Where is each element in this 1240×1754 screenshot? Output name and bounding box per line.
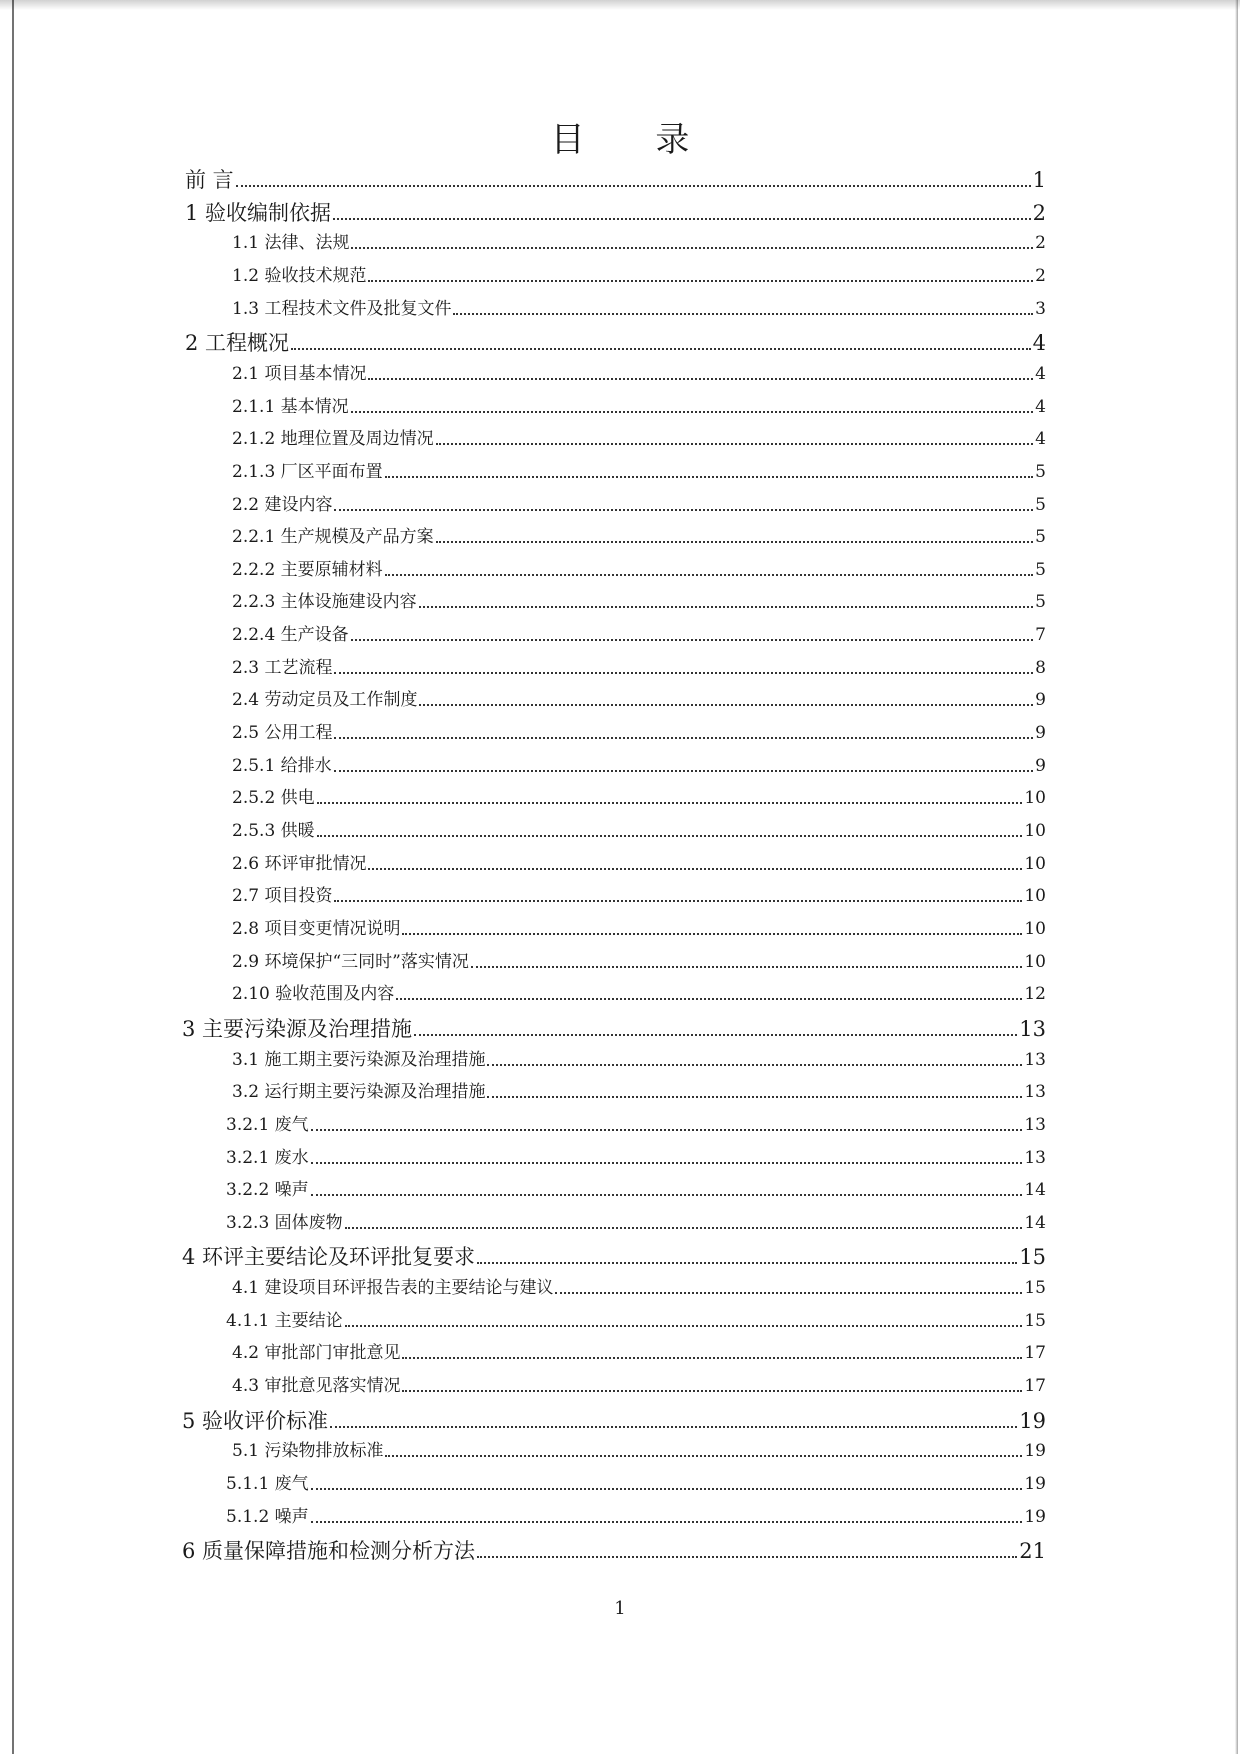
toc-entry-label: 3.2.2 噪声	[226, 1180, 309, 1201]
toc-entry-label: 2.2.2 主要原辅材料	[232, 559, 383, 580]
toc-dot-leader	[334, 900, 1022, 902]
toc-dot-leader	[334, 737, 1033, 739]
toc-entry[interactable]	[185, 197, 1046, 227]
toc-entry[interactable]	[232, 556, 1046, 582]
toc-entry-label: 前 言	[185, 168, 234, 192]
toc-entry[interactable]	[232, 752, 1046, 778]
toc-entry-label: 2.10 验收范围及内容	[232, 984, 395, 1005]
toc-entry-label: 4 环评主要结论及环评批复要求	[182, 1245, 476, 1270]
toc-entry-page: 7	[1035, 625, 1046, 646]
toc-dot-leader	[317, 835, 1023, 837]
toc-entry-page: 5	[1035, 494, 1046, 515]
toc-dot-leader	[351, 247, 1033, 249]
toc-entry-label: 2.6 环评审批情况	[232, 853, 367, 874]
toc-dot-leader	[487, 1096, 1022, 1098]
toc-entry[interactable]	[232, 1046, 1046, 1072]
toc-dot-leader	[453, 313, 1033, 315]
toc-entry[interactable]	[232, 1372, 1046, 1398]
toc-entry-page: 4	[1035, 429, 1046, 450]
toc-dot-leader	[291, 348, 1031, 350]
toc-dot-leader	[311, 1488, 1023, 1490]
toc-dot-leader	[351, 639, 1034, 641]
toc-dot-leader	[419, 606, 1034, 608]
toc-entry[interactable]	[232, 980, 1046, 1006]
toc-entry-label: 4.2 审批部门审批意见	[232, 1343, 401, 1364]
toc-dot-leader	[351, 411, 1034, 413]
toc-entry[interactable]	[232, 948, 1046, 974]
toc-entry-page: 5	[1035, 461, 1046, 482]
toc-entry-page: 13	[1024, 1049, 1046, 1070]
toc-entry-page: 4	[1035, 363, 1046, 384]
toc-dot-leader	[330, 1426, 1017, 1428]
toc-entry-page: 14	[1024, 1212, 1046, 1233]
toc-entry-label: 2.5.3 供暖	[232, 821, 315, 841]
toc-entry[interactable]	[232, 784, 1046, 810]
toc-entry-page: 2	[1032, 200, 1046, 225]
toc-entry-page: 10	[1024, 853, 1046, 874]
toc-entry[interactable]	[232, 360, 1046, 386]
toc-entry-page: 10	[1024, 886, 1046, 907]
toc-entry[interactable]	[182, 1013, 1046, 1043]
toc-dot-leader	[345, 1325, 1023, 1327]
toc-dot-leader	[311, 1521, 1023, 1523]
toc-entry-label: 3.2.3 固体废物	[226, 1212, 343, 1233]
toc-entry[interactable]	[232, 915, 1046, 941]
toc-entry-label: 3.2.1 废气	[226, 1114, 309, 1135]
toc-entry-page: 4	[1035, 396, 1046, 417]
toc-entry-page: 5	[1035, 592, 1046, 613]
toc-entry-page: 19	[1024, 1474, 1046, 1494]
toc-entry[interactable]	[232, 686, 1046, 712]
toc-entry-page: 19	[1024, 1441, 1046, 1462]
toc-dot-leader	[436, 541, 1034, 543]
toc-entry-label: 2.5.1 给排水	[232, 755, 332, 776]
toc-dot-leader	[345, 1227, 1023, 1229]
toc-entry-page: 2	[1035, 265, 1046, 286]
toc-dot-leader	[414, 1034, 1017, 1036]
toc-entry-page: 5	[1035, 559, 1046, 580]
toc-entry-page: 9	[1035, 690, 1046, 711]
toc-entry-page: 17	[1024, 1343, 1046, 1364]
toc-dot-leader	[311, 1162, 1023, 1164]
toc-entry-label: 2.7 项目投资	[232, 886, 333, 907]
toc-entry[interactable]	[232, 295, 1046, 321]
toc-entry[interactable]	[232, 393, 1046, 419]
toc-entry[interactable]	[232, 850, 1046, 876]
toc-entry-label: 3.1 施工期主要污染源及治理措施	[232, 1049, 486, 1070]
toc-entry[interactable]	[182, 1405, 1046, 1435]
toc-dot-leader	[385, 574, 1034, 576]
toc-entry-page: 10	[1024, 788, 1046, 809]
scan-right-edge	[1235, 0, 1238, 1754]
toc-dot-leader	[436, 443, 1034, 445]
toc-entry-label: 4.1 建设项目环评报告表的主要结论与建议	[232, 1278, 554, 1299]
toc-dot-leader	[402, 1357, 1022, 1359]
toc-entry-label: 5.1.2 噪声	[226, 1506, 309, 1527]
scan-top-shadow	[0, 0, 1240, 10]
toc-entry-label: 2.9 环境保护“三同时”落实情况	[232, 951, 469, 972]
toc-entry-label: 2.5 公用工程	[232, 723, 333, 744]
toc-entry[interactable]	[182, 1535, 1046, 1565]
toc-entry-page: 1	[1032, 168, 1046, 192]
scan-left-edge	[12, 0, 14, 1754]
toc-entry[interactable]	[232, 1274, 1046, 1300]
toc-entry-label: 1.1 法律、法规	[232, 233, 350, 254]
toc-entry-label: 5.1 污染物排放标准	[232, 1441, 384, 1462]
toc-dot-leader	[236, 185, 1031, 187]
toc-entry[interactable]	[232, 458, 1046, 484]
toc-entry[interactable]	[185, 327, 1046, 357]
toc-dot-leader	[402, 1390, 1022, 1392]
toc-dot-leader	[477, 1262, 1017, 1264]
toc-entry-page: 21	[1019, 1539, 1046, 1564]
toc-entry-page: 3	[1035, 298, 1046, 319]
toc-entry-label: 2.8 项目变更情况说明	[232, 918, 401, 939]
toc-entry[interactable]	[232, 719, 1046, 745]
toc-entry[interactable]	[226, 1111, 1046, 1137]
toc-dot-leader	[334, 509, 1033, 511]
toc-entry-label: 2.2 建设内容	[232, 494, 333, 515]
toc-dot-leader	[317, 802, 1023, 804]
toc-entry-label: 6 质量保障措施和检测分析方法	[182, 1539, 476, 1564]
toc-entry-page: 9	[1035, 755, 1046, 776]
toc-entry-page: 13	[1024, 1114, 1046, 1135]
toc-dot-leader	[385, 476, 1034, 478]
toc-dot-leader	[419, 704, 1033, 706]
toc-entry[interactable]	[226, 1470, 1046, 1496]
toc-dot-leader	[385, 1455, 1022, 1457]
toc-entry-label: 4.3 审批意见落实情况	[232, 1376, 401, 1397]
toc-entry-label: 2.3 工艺流程	[232, 657, 333, 678]
toc-entry[interactable]	[232, 425, 1046, 451]
toc-entry[interactable]	[226, 1176, 1046, 1202]
toc-entry-label: 5.1.1 废气	[226, 1474, 309, 1494]
toc-dot-leader	[402, 933, 1022, 935]
toc-entry[interactable]	[232, 262, 1046, 288]
toc-dot-leader	[368, 280, 1033, 282]
toc-entry-page: 2	[1035, 233, 1046, 254]
toc-entry-page: 8	[1035, 657, 1046, 678]
toc-entry-label: 2.2.4 生产设备	[232, 625, 349, 646]
toc-dot-leader	[334, 672, 1033, 674]
toc-entry[interactable]	[226, 1209, 1046, 1235]
toc-entry[interactable]	[232, 588, 1046, 614]
toc-entry-page: 15	[1019, 1245, 1046, 1270]
toc-dot-leader	[311, 1129, 1023, 1131]
toc-dot-leader	[368, 868, 1022, 870]
toc-entry-page: 14	[1024, 1180, 1046, 1201]
toc-entry-label: 2.1 项目基本情况	[232, 363, 367, 384]
toc-entry-page: 12	[1024, 984, 1046, 1005]
toc-entry-label: 3.2.1 废水	[226, 1147, 309, 1168]
toc-dot-leader	[396, 998, 1022, 1000]
toc-dot-leader	[555, 1292, 1022, 1294]
toc-entry[interactable]	[232, 229, 1046, 255]
toc-entry-label: 1.2 验收技术规范	[232, 265, 367, 286]
page-number: 1	[614, 1598, 626, 1619]
toc-entry-label: 3 主要污染源及治理措施	[182, 1016, 413, 1041]
toc-dot-leader	[368, 378, 1033, 380]
toc-dot-leader	[471, 966, 1023, 968]
toc-entry[interactable]	[232, 654, 1046, 680]
toc-entry-page: 17	[1024, 1376, 1046, 1397]
toc-entry-label: 2.5.2 供电	[232, 788, 315, 809]
toc-entry[interactable]	[185, 164, 1046, 194]
toc-entry-label: 2.4 劳动定员及工作制度	[232, 690, 418, 711]
toc-entry-page: 4	[1032, 331, 1046, 356]
toc-entry-page: 10	[1024, 918, 1046, 939]
toc-entry-label: 2 工程概况	[185, 331, 290, 356]
toc-entry-page: 5	[1035, 527, 1046, 548]
toc-entry-page: 15	[1024, 1278, 1046, 1299]
toc-entry-page: 10	[1024, 821, 1046, 841]
toc-entry-label: 2.1.1 基本情况	[232, 396, 349, 417]
toc-entry-label: 5 验收评价标准	[182, 1408, 329, 1433]
toc-entry-page: 19	[1019, 1408, 1046, 1433]
toc-dot-leader	[334, 770, 1034, 772]
toc-entry[interactable]	[226, 1307, 1046, 1333]
toc-dot-leader	[333, 218, 1031, 220]
toc-entry[interactable]	[226, 1503, 1046, 1529]
toc-entry[interactable]	[232, 1437, 1046, 1463]
toc-dot-leader	[477, 1556, 1017, 1558]
toc-entry-page: 19	[1024, 1506, 1046, 1527]
toc-entry-label: 2.2.1 生产规模及产品方案	[232, 527, 434, 548]
toc-entry[interactable]	[232, 523, 1046, 549]
toc-entry-page: 15	[1024, 1310, 1046, 1331]
toc-entry[interactable]	[232, 882, 1046, 908]
toc-entry-label: 4.1.1 主要结论	[226, 1310, 343, 1331]
toc-entry[interactable]	[182, 1241, 1046, 1271]
toc-entry[interactable]	[232, 1339, 1046, 1365]
toc-entry-label: 2.2.3 主体设施建设内容	[232, 592, 417, 613]
toc-entry[interactable]	[232, 1078, 1046, 1104]
toc-entry[interactable]	[232, 621, 1046, 647]
toc-entry[interactable]	[226, 1144, 1046, 1170]
toc-entry[interactable]	[232, 817, 1046, 843]
toc-entry-page: 10	[1024, 951, 1046, 972]
toc-entry-label: 1.3 工程技术文件及批复文件	[232, 298, 452, 319]
toc-entry-label: 1 验收编制依据	[185, 200, 332, 225]
toc-entry[interactable]	[232, 491, 1046, 517]
toc-entry-page: 13	[1024, 1147, 1046, 1168]
toc-entry-page: 9	[1035, 723, 1046, 744]
toc-entry-page: 13	[1019, 1016, 1046, 1041]
toc-dot-leader	[311, 1194, 1023, 1196]
toc-entry-page: 13	[1024, 1082, 1046, 1103]
toc-entry-label: 2.1.2 地理位置及周边情况	[232, 429, 434, 450]
toc-entry-label: 2.1.3 厂区平面布置	[232, 461, 383, 482]
page-title: 目 录	[550, 120, 720, 160]
toc-entry-label: 3.2 运行期主要污染源及治理措施	[232, 1082, 486, 1103]
toc-dot-leader	[487, 1064, 1022, 1066]
